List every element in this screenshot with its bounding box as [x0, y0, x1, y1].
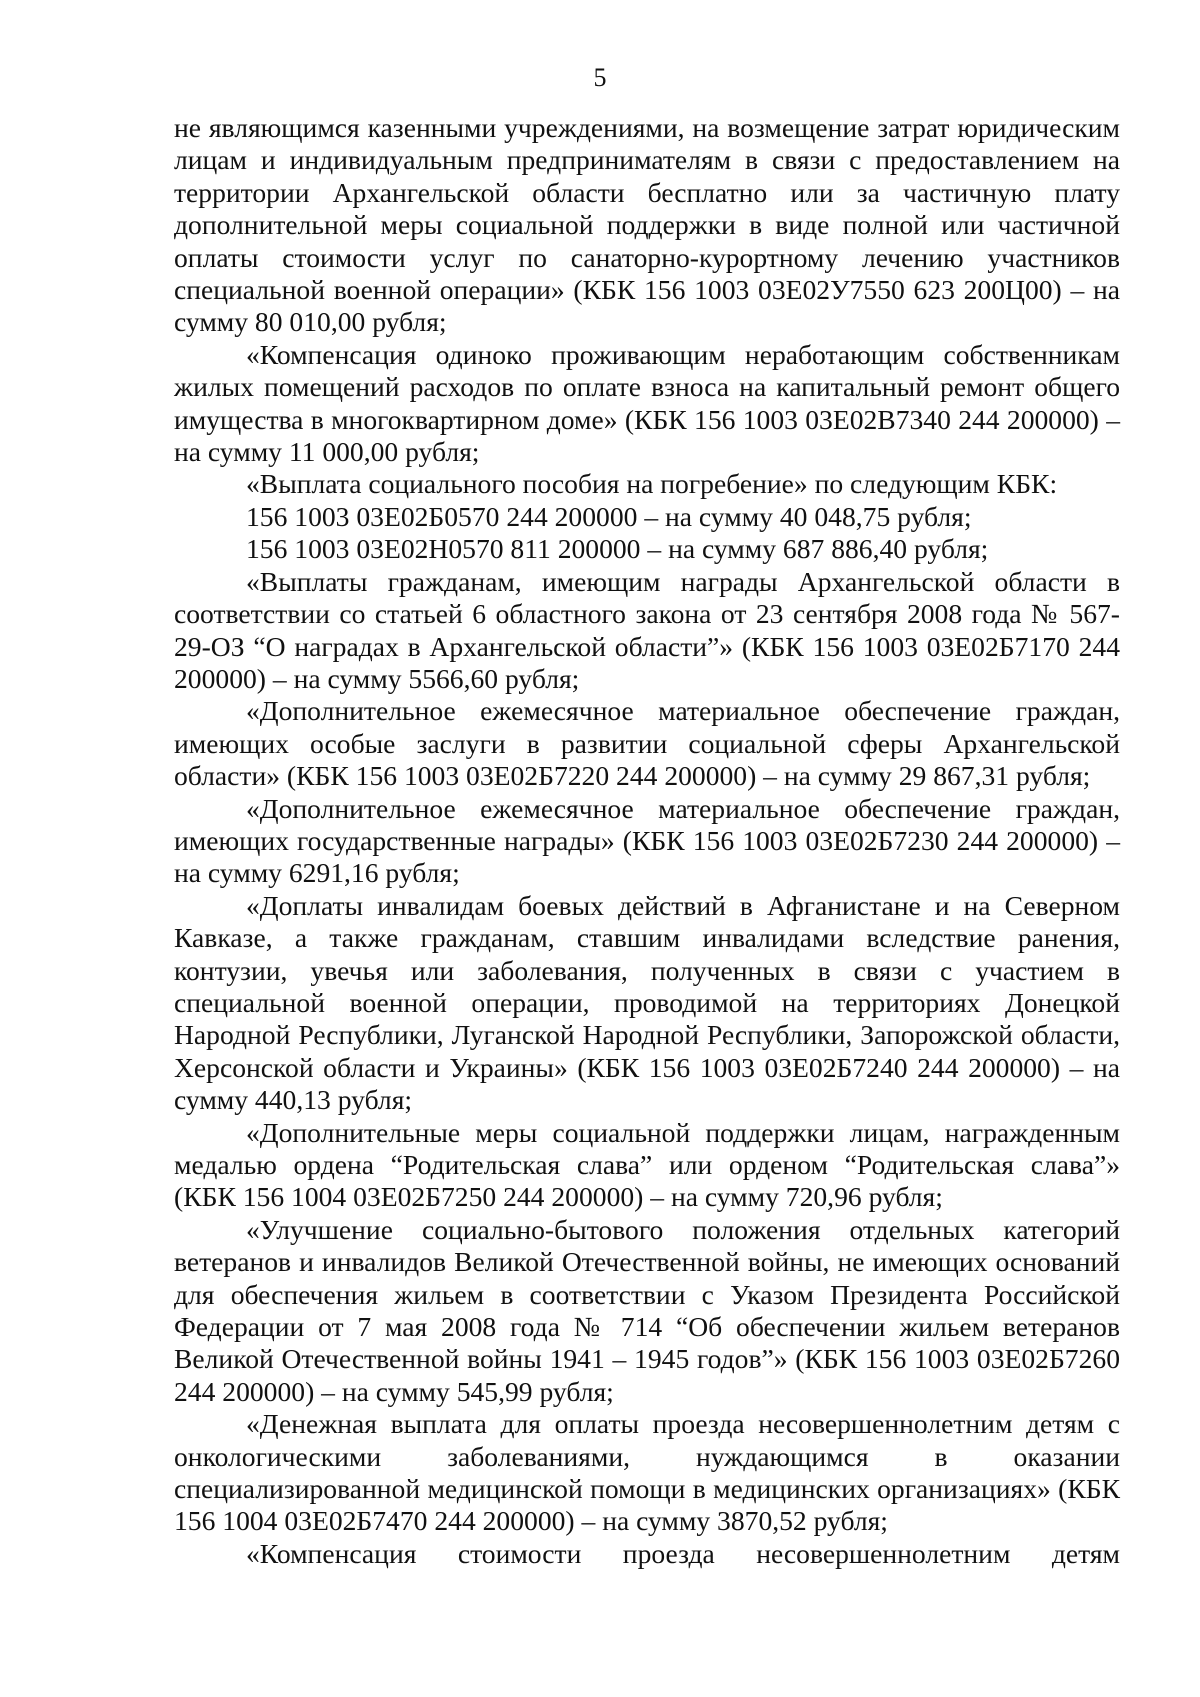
page-number: 5 — [593, 63, 607, 92]
paragraph: «Выплата социального пособия на погребение» по следующим КБК: — [246, 468, 1058, 500]
paragraph: «Дополнительное ежемесячное материальное обеспечение граждан, имеющих особые заслуги в развитии социальной сферы Архангельской области» (КБК 156 1003 03Е02Б7220 244 200000) – на сумму 29 867,31 рубля; — [174, 695, 1120, 792]
paragraph: «Компенсация одиноко проживающим неработающим собственникам жилых помещений расходов по оплате взноса на капитальный ремонт общего имущества в многоквартирном доме» (КБК 156 1003 03Е02В7340 244 200000) – на сумму 11 000,00 рубля; — [174, 338, 1120, 468]
paragraph: «Выплаты гражданам, имеющим награды Архангельской области в соответствии со статьей 6 областного закона от 23 сентября 2008 года № 567-29-ОЗ “О наградах в Архангельской области”» (КБК 156 1003 03Е02Б7170 244 200000) – на сумму 5566,60 рубля; — [174, 565, 1120, 694]
document-body — [174, 112, 1120, 1570]
paragraph: «Денежная выплата для оплаты проезда несовершеннолетним детям с онкологическими заболеваниями, нуждающимся в оказании специализированной медицинской помощи в медицинских организациях» (КБК 156 1004 03Е02Б7470 244 200000) – на сумму 3870,52 рубля; — [174, 1408, 1120, 1537]
paragraph: 156 1003 03Е02Н0570 811 200000 – на сумму 687 886,40 рубля; — [246, 533, 989, 565]
paragraph-continuation: не являющимся казенными учреждениями, на возмещение затрат юридическим лицам и индивидуальным предпринимателям в связи с предоставлением на территории Архангельской области бесплатно или за частичную плату дополнительной меры социальной поддержки в виде полной или частичной оплаты стоимости услуг по санаторно-курортному лечению участников специальной военной операции» (КБК 156 1003 03Е02У7550 623 200Ц00) – на сумму 80 010,00 рубля; — [174, 112, 1120, 338]
paragraph: «Доплаты инвалидам боевых действий в Афганистане и на Северном Кавказе, а также гражданам, ставшим инвалидами вследствие ранения, контузии, увечья или заболевания, полученных в связи с участием в специальной военной операции, проводимой на территориях Донецкой Народной Республики, Луганской Народной Республики, Запорожской области, Херсонской области и Украины» (КБК 156 1003 03Е02Б7240 244 200000) – на сумму 440,13 рубля; — [174, 889, 1120, 1116]
paragraph: «Дополнительное ежемесячное материальное обеспечение граждан, имеющих государственные награды» (КБК 156 1003 03Е02Б7230 244 200000) – на сумму 6291,16 рубля; — [174, 792, 1120, 889]
paragraph: «Дополнительные меры социальной поддержки лицам, награжденным медалью ордена “Родительская слава” или орденом “Родительская слава”» (КБК 156 1004 03Е02Б7250 244 200000) – на сумму 720,96 рубля; — [174, 1116, 1120, 1213]
paragraph-truncated: «Компенсация стоимости проезда несовершеннолетним детям — [246, 1537, 1120, 1569]
paragraph: 156 1003 03Е02Б0570 244 200000 – на сумму 40 048,75 рубля; — [246, 500, 972, 532]
paragraph: «Улучшение социально-бытового положения отдельных категорий ветеранов и инвалидов Великой Отечественной войны, не имеющих оснований для обеспечения жильем в соответствии с Указом Президента Российской Федерации от 7 мая 2008 года № 714 “Об обеспечении жильем ветеранов Великой Отечественной войны 1941 – 1945 годов”» (КБК 156 1003 03Е02Б7260 244 200000) – на сумму 545,99 рубля; — [174, 1213, 1120, 1407]
